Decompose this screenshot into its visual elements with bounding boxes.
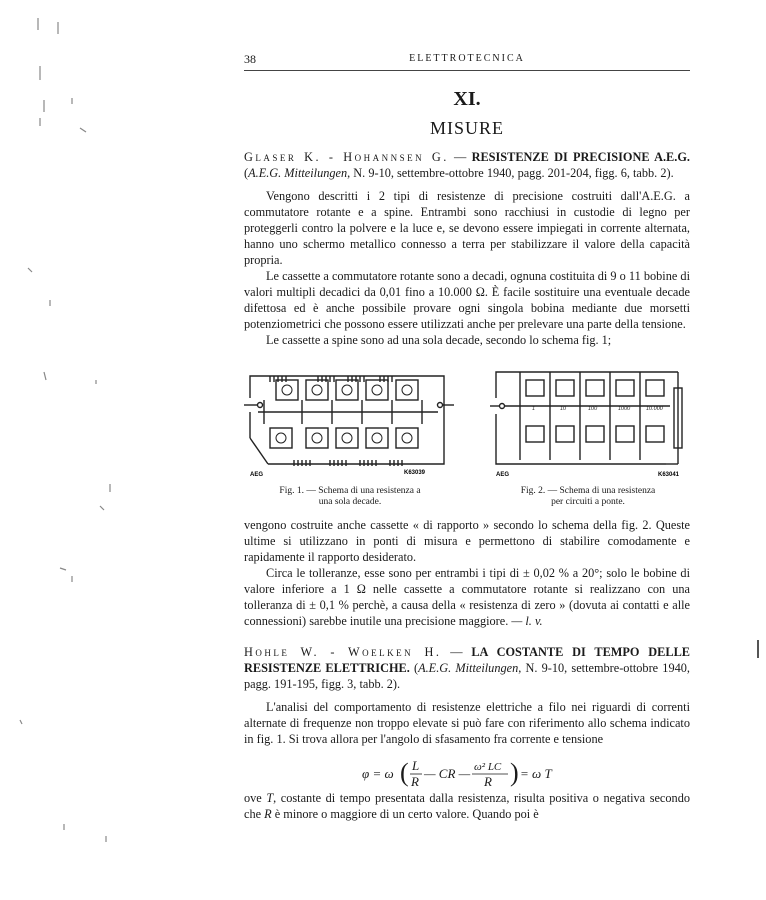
fig-2-caption — [488, 486, 688, 508]
article-2-title: LA COSTANTE DI TEMPO DELLE RESISTENZE ELETTRICHE. — [244, 645, 690, 675]
article-2-authors: Hohle W. - Woelken H. — [244, 645, 442, 659]
fig-2-value-2: 10 — [560, 406, 567, 412]
article-1-source: , N. 9-10, settembre-ottobre 1940, pagg. 201-204, figg. 6, tabb. 2). — [347, 166, 674, 180]
article-1-paragraph-4: vengono costruite anche cassette « di rapporto » secondo lo schema della fig. 2. Queste ultime si utilizzano in ponti di misura e permettono di stabilire comodamente e rapidamente il rapporto desiderato. — [244, 518, 690, 564]
p2-symbol-r: R — [264, 807, 272, 821]
article-1-paragraph-2: Le cassette a commutatore rotante sono a decadi, ognuna costituita di 9 o 11 bobine di valori multipli decadici da 0,01 fino a 10.000 Ω. È facile sostituire una eventuale decade difettosa ed è anche possibile provare ogni singola bobina mediante due morsetti potenziometrici che possono essere utilizzati anche per prelevare una parte della tensione. — [244, 269, 690, 331]
p2-end: è minore o maggiore di un certo valore. Quando poi è — [271, 807, 539, 821]
running-title: ELETTROTECNICA — [409, 53, 525, 64]
formula-open-paren: ( — [400, 759, 409, 787]
fig-1-code: K63039 — [404, 470, 426, 476]
p2-start: ove — [244, 791, 267, 805]
article-2-heading — [244, 644, 690, 692]
article-1-paragraph-5-text: Circa le tolleranze, esse sono per entrambi i tipi di ± 0,02 % a 20°; solo le bobine di valore inferiore a 1 Ω nelle cassette a commutatore rotante si realizzano con una tolleranza di ± 0,1 % perchè, a causa della « resistenza di zero » (dovuta ai contatti e alle connessioni) sarebbe inutile una precisione maggiore. — [244, 566, 690, 628]
fig-1-caption-line-2: una sola decade. — [318, 497, 382, 507]
formula-rhs: = ω T — [520, 766, 552, 781]
formula-l: L — [412, 759, 420, 773]
scan-margin-marks — [0, 0, 140, 900]
article-2-source: , N. 9-10, settembre-ottobre 1940, pagg. 191-195, figg. 3, tabb. 2). — [244, 661, 690, 691]
article-1-signature: — l. v. — [508, 614, 543, 628]
article-1-authors: Glaser K. - Hohannsen G. — [244, 150, 449, 164]
article-1 — [244, 149, 690, 348]
fig-2-value-3: 100 — [588, 406, 598, 412]
article-1-source-open: ( — [244, 166, 249, 180]
figures-block — [244, 368, 690, 512]
fig-2-caption-line-2: per circuiti a ponte. — [551, 497, 625, 507]
fig-2-caption-line-1: Fig. 2. — Schema di una resistenza — [520, 486, 656, 496]
article-2 — [244, 644, 690, 747]
fig-1-caption-line-1: Fig. 1. — Schema di una resistenza a — [279, 486, 421, 496]
article-1-paragraph-5 — [244, 565, 690, 629]
formula — [244, 759, 690, 789]
fig-2-value-5: 10.000 — [646, 406, 663, 412]
article-1-journal: A.E.G. Mitteilungen — [248, 166, 348, 180]
p2-middle: , costante di tempo presentata dalla resistenza, risulta positiva o negativa secondo che — [244, 791, 690, 821]
article-2-paragraph-1: L'analisi del comportamento di resistenze elettriche a filo nei riguardi di correnti alternate di frequenze non troppo elevate si può fare con riferimento allo schema indicato in fig. 1. Si trova allora per l'angolo di sfasamento fra corrente e tensione — [244, 700, 690, 746]
formula-r1: R — [411, 774, 419, 789]
header-rule — [244, 70, 690, 71]
fig-1-schematic — [244, 368, 454, 478]
formula-numerator: ω² LC — [474, 761, 502, 773]
page-header — [244, 52, 690, 70]
time-constant-formula — [362, 759, 582, 789]
article-1-continued — [244, 517, 690, 629]
article-2-source-open: ( — [409, 661, 419, 675]
chapter-number: XI. — [453, 88, 481, 110]
fig-2-code: K63041 — [658, 472, 680, 478]
article-2-continued — [244, 790, 690, 822]
article-1-paragraph-1: Vengono descritti i 2 tipi di resistenze di precisione costruiti dall'A.E.G. a commutatore rotante e a spine. Entrambi sono racchiusi in custodie di legno per proteggerli contro la polvere e la luce e, se devono essere impiegati in corrente alternata, hanno uno schermo metallico connesso a terra per stabilizzare il valore della capacità propria. — [244, 189, 690, 267]
article-2-paragraph-2 — [244, 790, 690, 822]
formula-lhs: φ = ω — [362, 766, 394, 781]
fig-1-caption — [244, 486, 456, 508]
formula-minus-cr: — CR — — [424, 766, 471, 781]
fig-2-value-1: 1 — [532, 406, 536, 412]
article-2-journal: A.E.G. Mitteilungen — [418, 661, 519, 675]
formula-close-paren: ) — [510, 759, 519, 787]
scan-edge-mark — [757, 640, 759, 658]
formula-r2: R — [484, 774, 492, 789]
article-1-heading — [244, 149, 690, 181]
fig-2-aeg-label: AEG — [496, 472, 510, 478]
article-1-title: RESISTENZE DI PRECISIONE A.E.G. — [471, 150, 690, 164]
fig-2-schematic — [490, 368, 690, 478]
article-1-paragraph-3: Le cassette a spine sono ad una sola decade, secondo lo schema fig. 1; — [266, 333, 612, 347]
article-2-dash: — — [441, 645, 472, 659]
chapter-title: MISURE — [429, 118, 504, 138]
p2-symbol-t: T — [266, 791, 274, 805]
fig-1-aeg-label: AEG — [250, 472, 264, 478]
page-number: 38 — [244, 52, 256, 66]
article-1-dash: — — [448, 150, 472, 164]
fig-2-value-4: 1000 — [618, 406, 631, 412]
